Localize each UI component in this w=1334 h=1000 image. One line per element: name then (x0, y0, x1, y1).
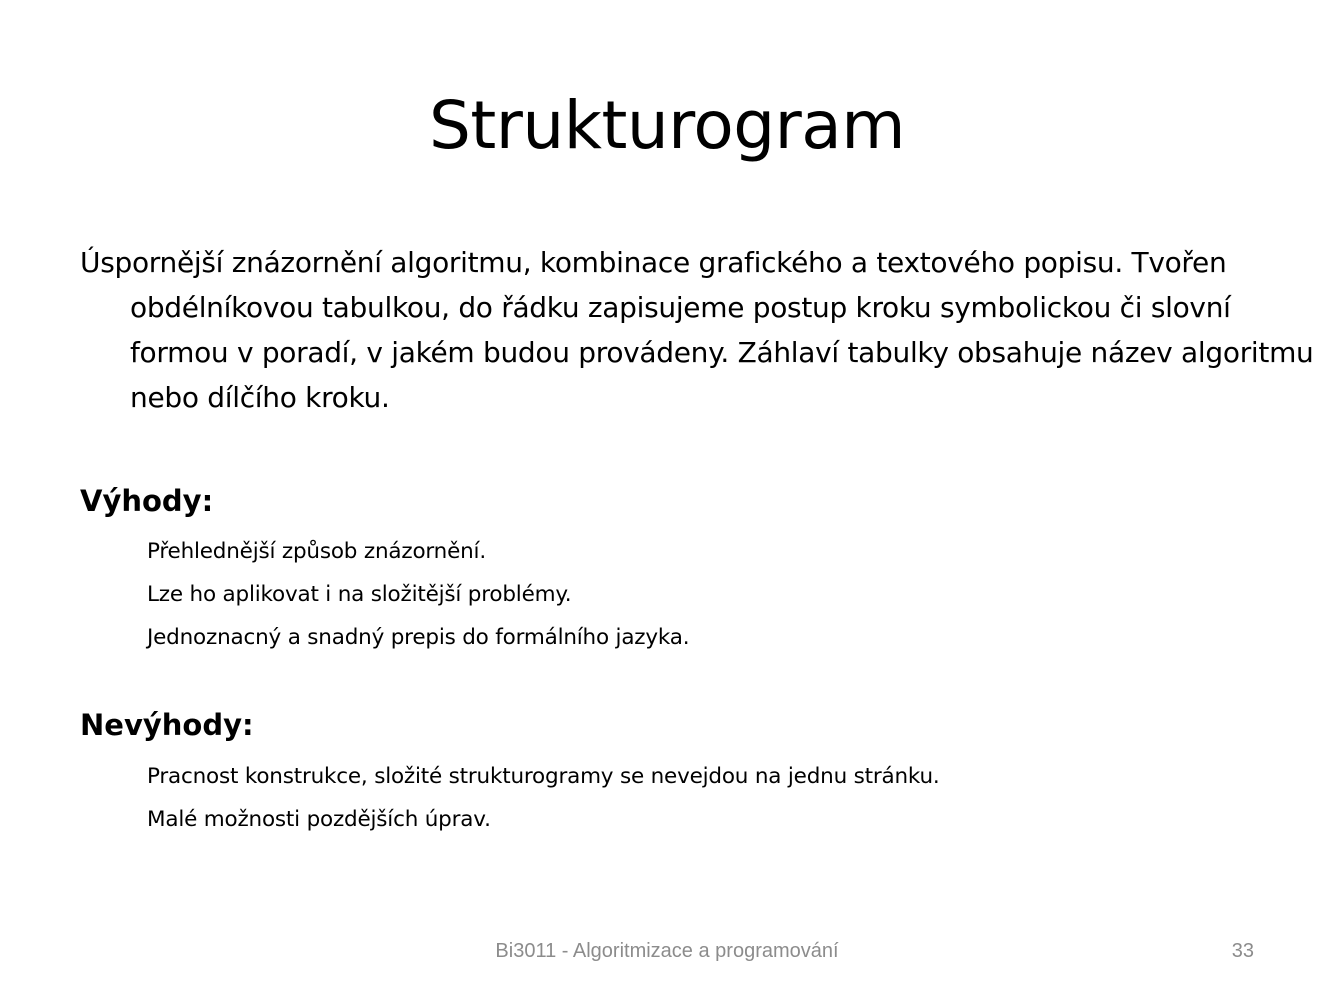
footer-course-name: Bi3011 - Algoritmizace a programování (495, 940, 839, 962)
disadvantage-item: Pracnost konstrukce, složité strukturogramy se nevejdou na jednu stránku. (147, 764, 940, 789)
slide-title: Strukturogram (429, 87, 905, 164)
advantages-heading: Výhody: (80, 484, 214, 518)
intro-paragraph: Úspornější znázornění algoritmu, kombinace grafického a textového popisu. Tvořen obdélníkovou tabulkou, do řádku zapisujeme postup kroku symbolickou či slovní formou v poradí, v jakém budou provádeny. Záhlaví tabulky obsahuje název algoritmu nebo dílčího kroku. (80, 246, 1314, 414)
advantage-item: Lze ho aplikovat i na složitější problémy. (147, 582, 572, 607)
advantages-list (147, 530, 689, 659)
disadvantages-heading: Nevýhody: (80, 708, 254, 742)
disadvantages-list (147, 755, 940, 841)
disadvantage-item: Malé možnosti pozdějších úprav. (147, 807, 491, 832)
page-number: 33 (1231, 940, 1254, 962)
advantage-item: Přehlednější způsob znázornění. (147, 539, 486, 564)
advantage-item: Jednoznacný a snadný prepis do formálního jazyka. (147, 625, 690, 650)
